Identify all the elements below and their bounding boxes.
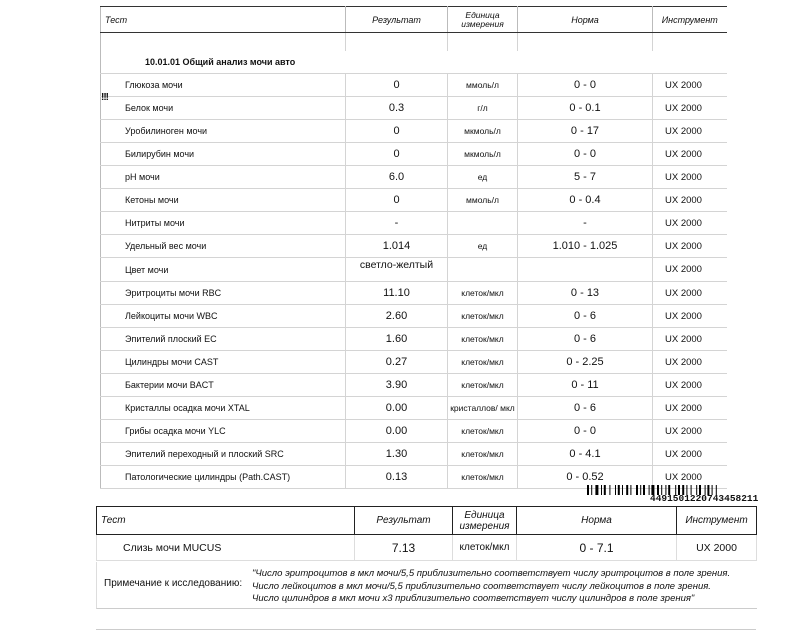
test-name: Эпителий переходный и плоский SRC	[101, 443, 346, 466]
test-result: -	[346, 212, 448, 235]
test-instrument: UX 2000	[653, 328, 727, 351]
test-norm: 0 - 13	[518, 282, 653, 305]
table-row	[97, 535, 757, 561]
table-row	[101, 351, 727, 374]
barcode-bar	[615, 485, 616, 495]
test-name: Цвет мочи	[101, 258, 346, 282]
test-name: Цилиндры мочи CAST	[101, 351, 346, 374]
test-unit: кристаллов/ мкл	[448, 397, 518, 420]
header-unit: Единица измерения	[453, 507, 517, 535]
test-instrument: UX 2000	[653, 120, 727, 143]
test-norm: 0 - 0	[518, 74, 653, 97]
note-label: Примечание к исследованию:	[104, 578, 243, 589]
test-norm: 0 - 4.1	[518, 443, 653, 466]
test-result: 1.30	[346, 443, 448, 466]
header-test: Тест	[97, 507, 355, 535]
table-row	[101, 212, 727, 235]
barcode-bar	[630, 485, 631, 495]
test-norm: 0 - 0	[518, 143, 653, 166]
test-result: 1.014	[346, 235, 448, 258]
test-result: 0.3	[346, 97, 448, 120]
test-norm: 0 - 17	[518, 120, 653, 143]
barcode-bar	[587, 485, 589, 495]
test-unit: клеток/мкл	[448, 374, 518, 397]
barcode-number: 4491501220743458211	[650, 493, 759, 504]
test-instrument: UX 2000	[653, 166, 727, 189]
test-result: 2.60	[346, 305, 448, 328]
test-name: pH мочи	[101, 166, 346, 189]
barcode-bar	[601, 485, 602, 495]
test-instrument: UX 2000	[653, 282, 727, 305]
test-unit: клеток/мкл	[448, 328, 518, 351]
barcode-bar	[609, 485, 610, 495]
header-norm: Норма	[517, 507, 677, 535]
table-row	[101, 74, 727, 97]
test-instrument: UX 2000	[653, 305, 727, 328]
test-result: 0.00	[346, 420, 448, 443]
test-result: 11.10	[346, 282, 448, 305]
test-result: 0.27	[346, 351, 448, 374]
header-instrument: Инструмент	[677, 507, 757, 535]
test-unit: клеток/мкл	[448, 282, 518, 305]
test-result: 0	[346, 189, 448, 212]
test-result: 3.90	[346, 374, 448, 397]
test-norm: -	[518, 212, 653, 235]
test-norm: 0 - 6	[518, 305, 653, 328]
table-row	[101, 189, 727, 212]
header-test: Тест	[101, 7, 346, 33]
test-name: Эпителий плоский EC	[101, 328, 346, 351]
test-instrument: UX 2000	[653, 374, 727, 397]
table-row	[101, 258, 727, 282]
note-line: Число цилиндров в мкл мочи х3 приблизительно соответствует числу цилиндров в поле зрения"	[252, 593, 695, 604]
test-name: Кетоны мочи	[101, 189, 346, 212]
test-name: Уробилиноген мочи	[101, 120, 346, 143]
test-unit: клеток/мкл	[448, 466, 518, 489]
urinalysis-table	[100, 6, 727, 489]
spacer-row	[101, 33, 727, 52]
test-result: 0	[346, 120, 448, 143]
table-row	[101, 97, 727, 120]
note-line: Число лейкоцитов в мкл мочи/5,5 приблизительно соответствует числу лейкоцитов в поле зрения.	[252, 580, 711, 592]
test-result: 0.13	[346, 466, 448, 489]
section-row	[101, 51, 727, 74]
barcode-bar	[595, 485, 598, 495]
test-norm: 0 - 0.52	[518, 466, 653, 489]
table-row	[101, 328, 727, 351]
test-unit: клеток/мкл	[448, 420, 518, 443]
barcode-bar	[604, 485, 606, 495]
test-unit: ммоль/л	[448, 189, 518, 212]
barcode-bar	[591, 485, 592, 495]
test-instrument: UX 2000	[653, 258, 727, 282]
header-result: Результат	[346, 7, 448, 33]
test-norm: 0 - 0.1	[518, 97, 653, 120]
test-name: Глюкоза мочи	[101, 74, 346, 97]
barcode-bar	[626, 485, 628, 495]
test-instrument: UX 2000	[653, 74, 727, 97]
test-norm: 0 - 6	[518, 328, 653, 351]
test-name: Лейкоциты мочи WBC	[101, 305, 346, 328]
table-row	[101, 305, 727, 328]
test-instrument: UX 2000	[653, 397, 727, 420]
barcode-bar	[640, 485, 641, 495]
test-name: Кристаллы осадка мочи XTAL	[101, 397, 346, 420]
table-row	[101, 397, 727, 420]
test-norm: 1.010 - 1.025	[518, 235, 653, 258]
test-instrument: UX 2000	[677, 535, 757, 561]
barcode-bar	[618, 485, 620, 495]
test-instrument: UX 2000	[653, 466, 727, 489]
table-row	[101, 443, 727, 466]
table-header-row	[101, 7, 727, 33]
test-norm: 0 - 6	[518, 397, 653, 420]
test-instrument: UX 2000	[653, 97, 727, 120]
test-result: светло-желтый	[346, 258, 448, 282]
test-name: Патологические цилиндры (Path.CAST)	[101, 466, 346, 489]
test-unit: г/л	[448, 97, 518, 120]
test-instrument: UX 2000	[653, 143, 727, 166]
header-result: Результат	[355, 507, 453, 535]
barcode-bar	[643, 485, 645, 495]
test-result: 1.60	[346, 328, 448, 351]
barcode-bar	[622, 485, 623, 495]
test-instrument: UX 2000	[653, 443, 727, 466]
table-row	[101, 282, 727, 305]
test-result: 0.00	[346, 397, 448, 420]
test-result: 7.13	[355, 535, 453, 561]
test-unit: мкмоль/л	[448, 120, 518, 143]
test-norm: 0 - 0.4	[518, 189, 653, 212]
test-unit: ед	[448, 166, 518, 189]
test-unit: ед	[448, 235, 518, 258]
test-name: Грибы осадка мочи YLC	[101, 420, 346, 443]
abnormal-flag: !!!	[101, 92, 108, 103]
test-instrument: UX 2000	[653, 189, 727, 212]
table-row	[101, 166, 727, 189]
test-result: 0	[346, 74, 448, 97]
test-instrument: UX 2000	[653, 235, 727, 258]
test-unit: клеток/мкл	[448, 351, 518, 374]
table-row	[101, 120, 727, 143]
note-text	[252, 568, 730, 606]
test-name: Слизь мочи MUCUS	[97, 535, 355, 561]
test-name: Нитриты мочи	[101, 212, 346, 235]
test-unit: ммоль/л	[448, 74, 518, 97]
test-instrument: UX 2000	[653, 420, 727, 443]
section-title: 10.01.01 Общий анализ мочи авто	[101, 51, 727, 74]
test-name: Бактерии мочи BACT	[101, 374, 346, 397]
test-instrument: UX 2000	[653, 351, 727, 374]
table-row	[101, 235, 727, 258]
test-norm: 0 - 0	[518, 420, 653, 443]
test-result: 6.0	[346, 166, 448, 189]
divider	[96, 629, 756, 630]
test-unit	[448, 258, 518, 282]
test-norm: 0 - 2.25	[518, 351, 653, 374]
test-name: Эритроциты мочи RBC	[101, 282, 346, 305]
test-norm: 5 - 7	[518, 166, 653, 189]
table-row	[101, 374, 727, 397]
test-unit: клеток/мкл	[448, 443, 518, 466]
test-name: Белок мочи	[101, 97, 346, 120]
table-row	[101, 420, 727, 443]
note-line: "Число эритроцитов в мкл мочи/5,5 приблизительно соответствует числу эритроцитов в поле зрения.	[252, 568, 731, 579]
test-name: Билирубин мочи	[101, 143, 346, 166]
header-norm: Норма	[518, 7, 653, 33]
test-norm: 0 - 11	[518, 374, 653, 397]
test-unit: клеток/мкл	[448, 305, 518, 328]
test-norm: 0 - 7.1	[517, 535, 677, 561]
test-instrument: UX 2000	[653, 212, 727, 235]
table-header-row	[97, 507, 757, 535]
mucus-table	[96, 506, 757, 561]
test-unit: клеток/мкл	[453, 535, 517, 561]
test-result: 0	[346, 143, 448, 166]
header-instrument: Инструмент	[653, 7, 727, 33]
header-unit: Единица измерения	[448, 7, 518, 33]
test-norm	[518, 258, 653, 282]
test-unit	[448, 212, 518, 235]
barcode-bar	[636, 485, 638, 495]
test-name: Удельный вес мочи	[101, 235, 346, 258]
table-row	[101, 143, 727, 166]
test-unit: мкмоль/л	[448, 143, 518, 166]
